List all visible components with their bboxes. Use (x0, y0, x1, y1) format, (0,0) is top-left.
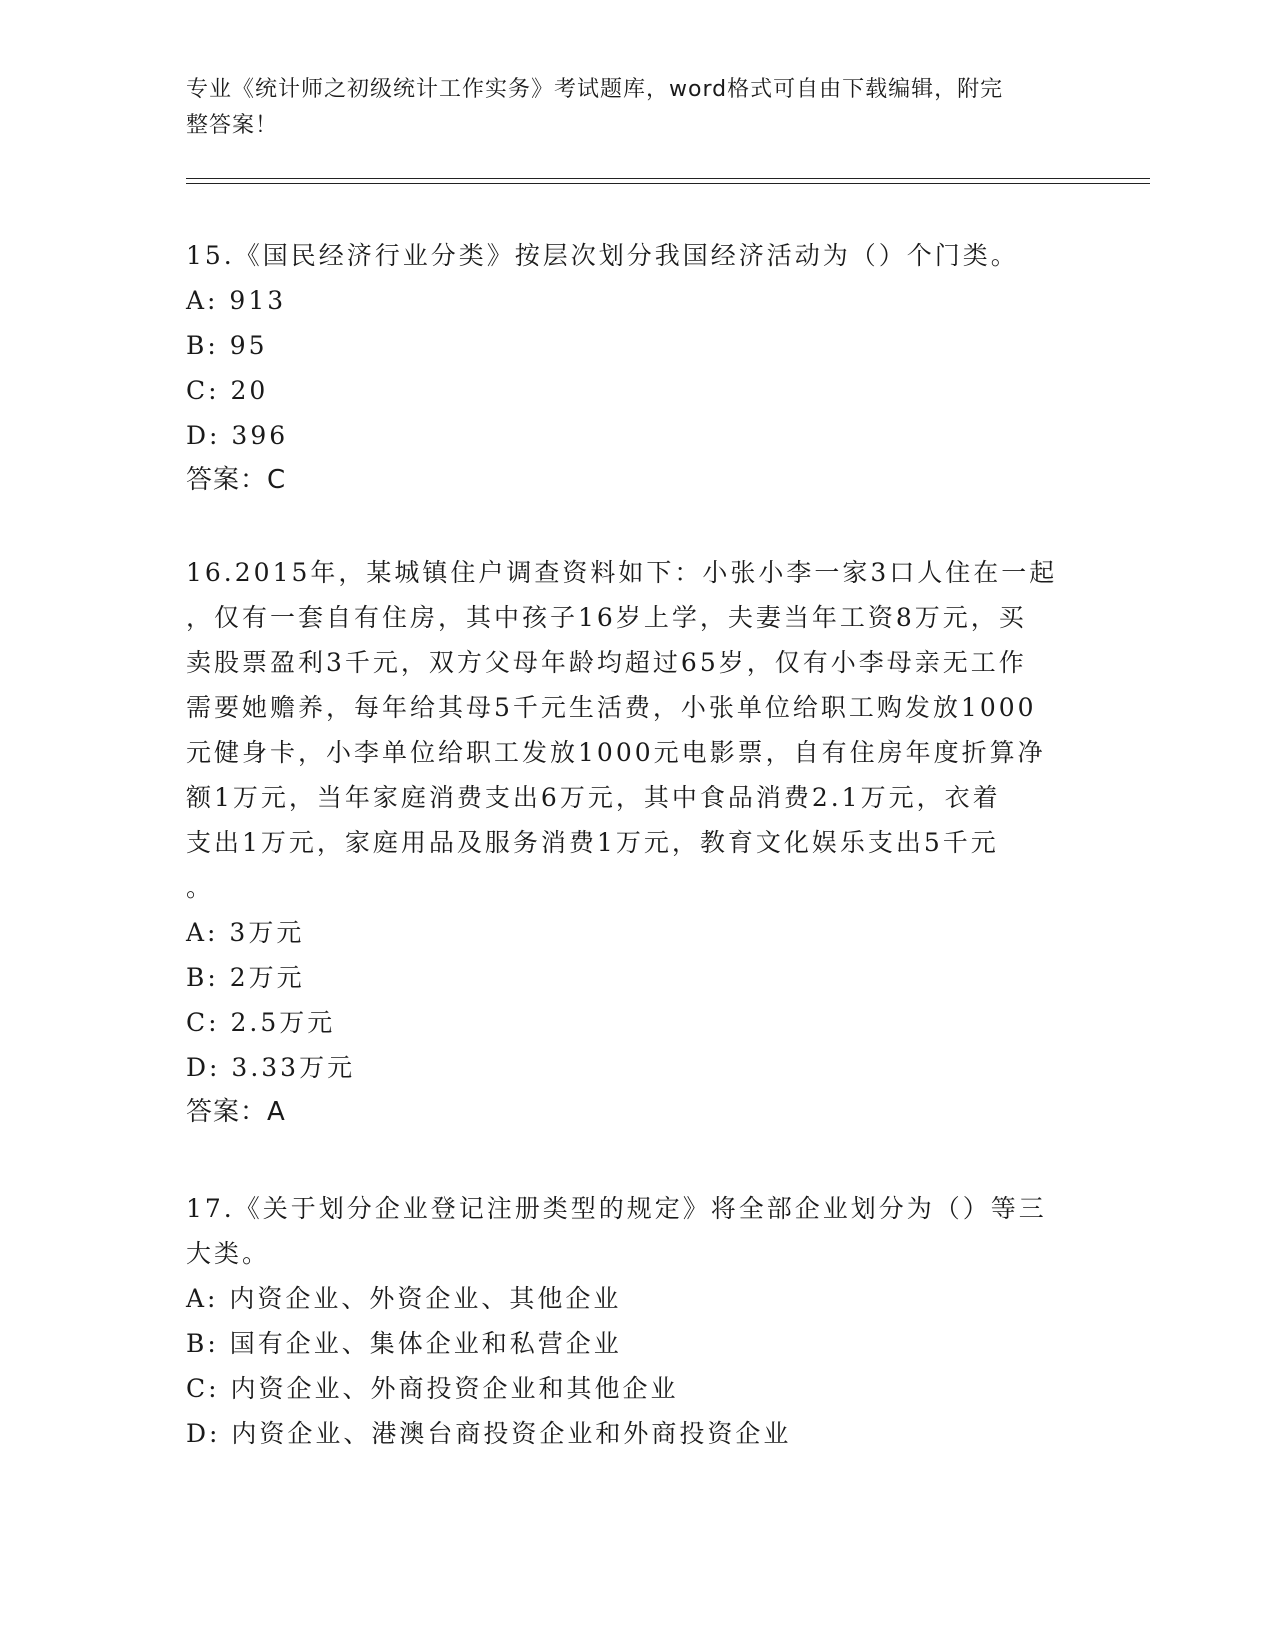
header-divider-top (186, 178, 1150, 179)
stem-line: 支出1万元，家庭用品及服务消费1万元，教育文化娱乐支出5千元 (186, 828, 999, 857)
question-stem (186, 1186, 1086, 1276)
stem-line: 元健身卡，小李单位给职工发放1000元电影票，自有住房年度折算净 (186, 738, 1046, 767)
stem-line: 大类。 (186, 1239, 271, 1268)
option-a: A: 内资企业、外资企业、其他企业 (186, 1284, 622, 1313)
stem-line: 需要她赡养，每年给其母5千元生活费，小张单位给职工购发放1000 (186, 693, 1037, 722)
option-a: A: 913 (186, 286, 287, 315)
header-line-2: 整答案！ (186, 113, 279, 138)
option-c: C: 内资企业、外商投资企业和其他企业 (186, 1374, 679, 1403)
option-b: B: 95 (186, 331, 268, 360)
option-b: B: 国有企业、集体企业和私营企业 (186, 1329, 622, 1358)
stem-line: 16.2015年，某城镇住户调查资料如下：小张小李一家3口人住在一起 (186, 558, 1058, 587)
stem-line: 。 (186, 873, 215, 902)
option-d: D: 内资企业、港澳台商投资企业和外商投资企业 (186, 1419, 792, 1448)
option-c: C: 2.5万元 (186, 1008, 336, 1037)
question-17 (186, 1186, 1086, 1456)
stem-line: 17.《关于划分企业登记注册类型的规定》将全部企业划分为（）等三 (186, 1194, 1047, 1223)
stem-line: 额1万元，当年家庭消费支出6万元，其中食品消费2.1万元，衣着 (186, 783, 1001, 812)
header-line-1: 专业《统计师之初级统计工作实务》考试题库，word格式可自由下载编辑，附完 (186, 77, 1004, 102)
stem-line: ，仅有一套自有住房，其中孩子16岁上学，夫妻当年工资8万元，买 (186, 603, 1027, 632)
option-b: B: 2万元 (186, 963, 305, 992)
question-stem (186, 550, 1086, 910)
stem-line: 卖股票盈利3千元，双方父母年龄均超过65岁，仅有小李母亲无工作 (186, 648, 1027, 677)
header-divider-bottom (186, 183, 1150, 184)
option-a: A: 3万元 (186, 918, 305, 947)
question-15 (186, 233, 1086, 503)
question-16 (186, 550, 1086, 1135)
answer-line: 答案：C (186, 465, 287, 495)
question-stem (186, 233, 1086, 278)
document-header (186, 72, 1066, 144)
stem-line: 15.《国民经济行业分类》按层次划分我国经济活动为（）个门类。 (186, 241, 1019, 270)
option-c: C: 20 (186, 376, 269, 405)
option-d: D: 3.33万元 (186, 1053, 356, 1082)
answer-line: 答案：A (186, 1097, 286, 1127)
option-d: D: 396 (186, 421, 289, 450)
